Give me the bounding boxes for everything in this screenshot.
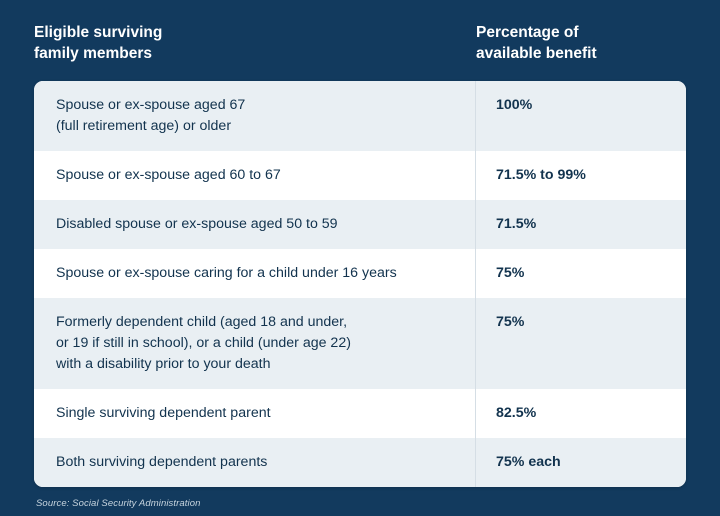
row-description-line: or 19 if still in school), or a child (under age 22) [56, 335, 351, 351]
row-description-line: Single surviving dependent parent [56, 405, 271, 421]
row-description [34, 438, 476, 487]
row-description [34, 81, 476, 151]
row-description-line: Both surviving dependent parents [56, 454, 268, 470]
header-percentage-line2: available benefit [476, 45, 597, 62]
row-description [34, 151, 476, 200]
row-description [34, 389, 476, 438]
row-description [34, 200, 476, 249]
row-percentage: 75% each [496, 454, 561, 470]
header-column-eligible-members [34, 22, 476, 64]
row-percentage: 71.5% [496, 216, 537, 232]
row-percentage: 82.5% [496, 405, 537, 421]
row-percentage: 75% [496, 265, 525, 281]
row-description-line: Formerly dependent child (aged 18 and under, [56, 314, 348, 330]
source-note: Source: Social Security Administration [36, 498, 201, 509]
header-percentage-line1: Percentage of [476, 24, 579, 41]
row-description-line: (full retirement age) or older [56, 118, 232, 134]
row-percentage: 71.5% to 99% [496, 167, 586, 183]
table-row [34, 249, 686, 298]
table-header [0, 0, 720, 64]
row-description [34, 298, 476, 389]
row-description-line: Spouse or ex-spouse aged 67 [56, 97, 246, 113]
header-eligible-line1: Eligible surviving [34, 24, 163, 41]
table-row [34, 200, 686, 249]
row-description-line: Spouse or ex-spouse caring for a child under 16 years [56, 265, 397, 281]
row-description-line: with a disability prior to your death [56, 356, 271, 372]
header-column-percentage [476, 22, 686, 64]
row-description-line: Spouse or ex-spouse aged 60 to 67 [56, 167, 281, 183]
table-row [34, 151, 686, 200]
table-row [34, 438, 686, 487]
row-description-line: Disabled spouse or ex-spouse aged 50 to 59 [56, 216, 338, 232]
table-row [34, 389, 686, 438]
row-description [34, 249, 476, 298]
table-row [34, 298, 686, 389]
table-row [34, 81, 686, 151]
benefit-table [34, 81, 686, 487]
row-percentage: 75% [496, 314, 525, 330]
row-percentage: 100% [496, 97, 533, 113]
header-eligible-line2: family members [34, 45, 153, 62]
